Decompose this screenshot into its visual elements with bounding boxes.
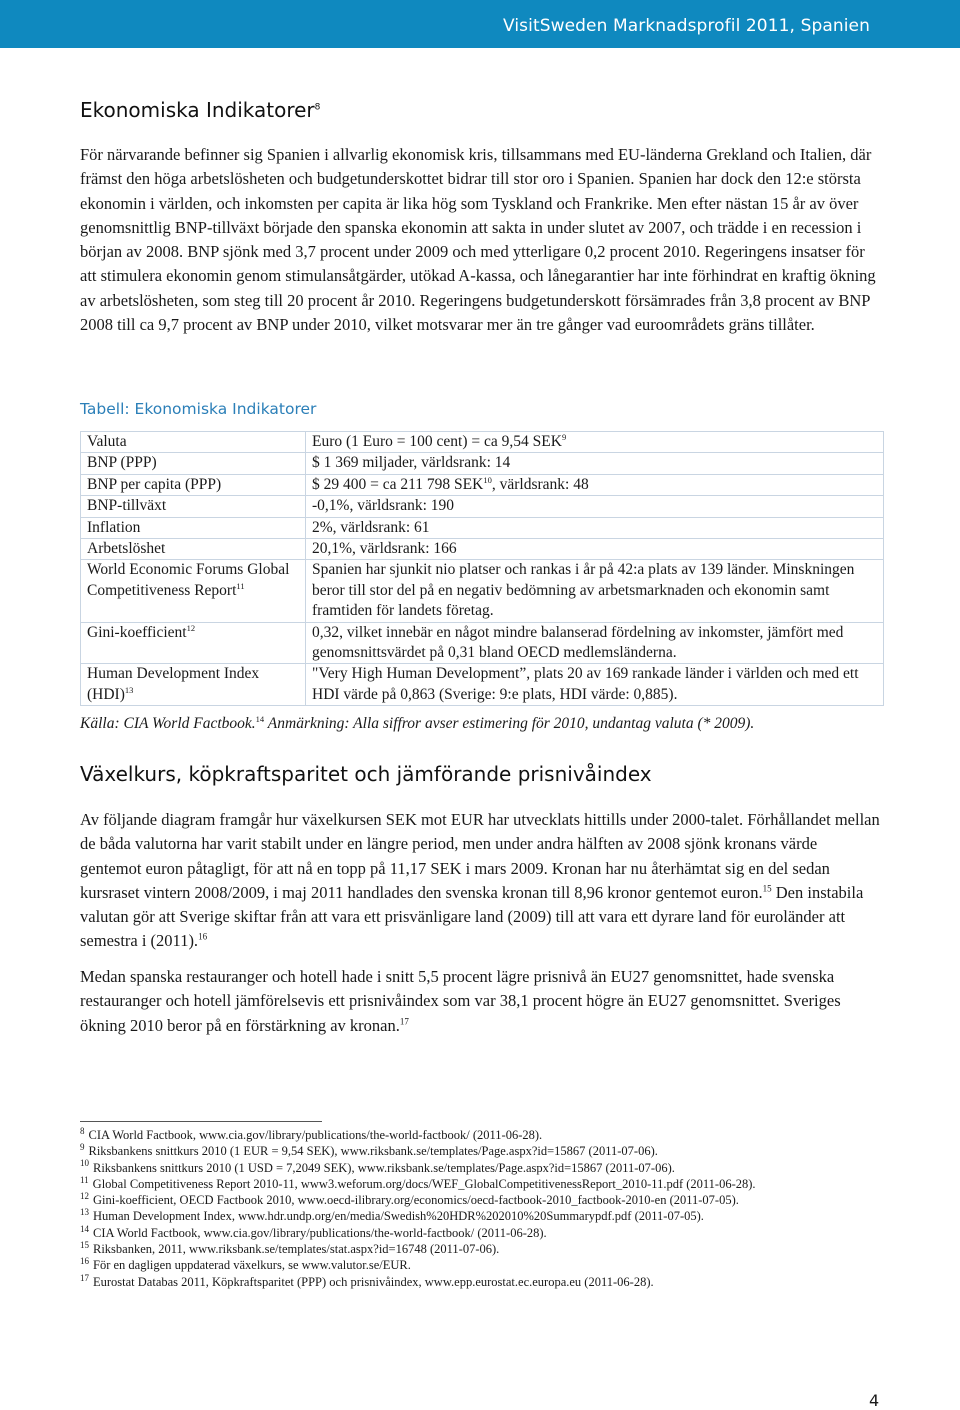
- footnote-ref[interactable]: 12: [186, 622, 196, 633]
- footnotes-list: [80, 1127, 888, 1290]
- indicator-label-text: Gini-koefficient: [87, 623, 187, 641]
- price-level-paragraph: [80, 965, 880, 1038]
- heading-text: Ekonomiska Indikatorer: [80, 98, 315, 122]
- indicator-value-text: Euro (1 Euro = 100 cent) = ca 9,54 SEK: [312, 433, 562, 450]
- indicator-value-text: $ 1 369 miljader, världsrank: 14: [312, 454, 511, 472]
- footnote-text: Riksbankens snittkurs 2010 (1 EUR = 9,54 SEK), www.riksbank.se/templates/Page.aspx?id=15867 (2011-07-06).: [88, 1144, 658, 1159]
- footnote-ref[interactable]: 11: [236, 580, 245, 591]
- table-row: [81, 474, 884, 495]
- indicator-label: [81, 453, 306, 474]
- indicator-label-text: Valuta: [87, 433, 127, 450]
- table-source: [80, 714, 754, 733]
- indicator-value-text: "Very High Human Development”, plats 20 av 169 rankade länder i världen och med ett HDI värde på 0,863 (Sverige: 9:e plats, HDI värde: 0,885).: [312, 665, 859, 703]
- footnote-ref[interactable]: 13: [124, 684, 134, 695]
- table-row: [81, 496, 884, 517]
- indicator-value: [306, 622, 884, 664]
- footnote-ref[interactable]: 16: [198, 931, 208, 942]
- indicator-value: [306, 474, 884, 495]
- indicator-value-text: Spanien har sjunkit nio platser och rankas i år på 42:a plats av 139 länder. Minskningen beror till stor del på en negativ bedömning av arbetsmarknaden och ekonomin samt framtiden för landets företag.: [312, 561, 855, 620]
- footnote-text: CIA World Factbook, www.cia.gov/library/publications/the-world-factbook/ (2011-06-28).: [93, 1225, 547, 1240]
- paragraph-text: Medan spanska restauranger och hotell hade i snitt 5,5 procent lägre prisnivå än EU27 genomsnittet, hade svenska restauranger och hotell jämförelsevis ett prisnivåindex som var 38,1 procent högre än EU27 genomsnittet. Sveriges ökning 2010 beror på en förstärkning av kronan.: [80, 967, 841, 1035]
- economic-indicators-table: [80, 431, 884, 706]
- economy-paragraph: För närvarande befinner sig Spanien i allvarlig ekonomisk kris, tillsammans med EU-länderna Grekland och Italien, där främst den höga arbetslösheten och budgetunderskottet bidrar till stor oro i Spanien. Spanien har dock den 12:e största ekonomin i världen, och inkomsten per capita är lika hög som Tyskland och Frankrike. Men efter nästan 15 år av över genomsnittlig BNP-tillväxt började den spanska ekonomin att sakta in under slutet av 2007, och trädde i en recession i början av 2008. BNP sjönk med 3,7 procent under 2009 och med ytterligare 0,2 procent 2010. Regeringens insatser för att stimulera ekonomin genom stimulansåtgärder, utökad A-kassa, och lånegarantier har inte förhindrat en kraftig ökning av arbetslösheten, som steg till 20 procent år 2010. Regeringens budgetunderskott försämrades från 3,8 procent av BNP 2008 till ca 9,7 procent av BNP under 2010, vilket motsvarar mer än tre gånger vad euroområdets gräns tillåter.: [80, 145, 876, 335]
- table-caption: Tabell: Ekonomiska Indikatorer: [80, 400, 317, 418]
- section-heading-economic-indicators: [80, 98, 320, 122]
- page-number: 4: [869, 1391, 880, 1410]
- footnote-text: Human Development Index, www.hdr.undp.org/en/media/Swedish%20HDR%202010%20Summarypdf.pdf (2011-07-05).: [93, 1209, 704, 1224]
- footnote-ref[interactable]: 14: [255, 714, 265, 724]
- indicator-value: [306, 539, 884, 560]
- footnote-item: [80, 1257, 888, 1273]
- footnote-item: [80, 1225, 888, 1241]
- paragraph-text: Den instabila valutan gör att Sverige skiftar från att vara ett prisvänligare land (2009) till att vara ett dyrare land för euroländer att semestra i (2011).: [80, 882, 864, 951]
- indicator-label-text: BNP per capita (PPP): [87, 475, 222, 493]
- footnote-text: För en dagligen uppdaterad växelkurs, se www.valutor.se/EUR.: [93, 1258, 411, 1273]
- footnote-item: [80, 1160, 888, 1176]
- exchange-rate-paragraph: [80, 808, 880, 954]
- table-row: [81, 664, 884, 706]
- footnote-divider: [80, 1121, 322, 1122]
- indicator-label-text: Inflation: [87, 518, 141, 536]
- footnote-number: 15: [80, 1239, 89, 1250]
- footnote-item: [80, 1143, 888, 1159]
- footnote-item: [80, 1127, 888, 1143]
- footnote-text: Gini-koefficient, OECD Factbook 2010, www.oecd-ilibrary.org/economics/oecd-factbook-2010_factbook-2010-en (2011-07-05).: [93, 1193, 739, 1208]
- indicator-label: [81, 496, 306, 517]
- footnote-text: Riksbankens snittkurs 2010 (1 USD = 7,2049 SEK), www.riksbank.se/templates/Page.aspx?id=15867 (2011-07-06).: [93, 1160, 675, 1175]
- indicator-value: [306, 496, 884, 517]
- indicator-label: [81, 560, 306, 622]
- footnote-number: 13: [80, 1207, 89, 1218]
- section-heading-exchange-rate: Växelkurs, köpkraftsparitet och jämförande prisnivåindex: [80, 762, 652, 786]
- paragraph-text: Av följande diagram framgår hur växelkursen SEK mot EUR har utvecklats hittills under 2000-talet. Förhållandet mellan de båda valutorna har varit stabilt under en längre period, men under andra hälften av 2008 sjönk kronans värde gentemot euron påtagligt, för att nå en topp på 11,17 SEK i mars 2009. Kronan har nu återhämtat sig en del sedan kursraset vintern 2008/2009, i maj 2011 handlades den svenska kronan till 8,96 kronor gentemot euron.: [80, 810, 880, 902]
- footnote-text: Eurostat Databas 2011, Köpkraftsparitet (PPP) och prisnivåindex, www.epp.eurostat.ec.europa.eu (2011-06-28).: [93, 1274, 654, 1289]
- indicator-label: [81, 517, 306, 538]
- footnote-number: 12: [80, 1191, 89, 1202]
- footnote-item: [80, 1192, 888, 1208]
- footnote-item: [80, 1208, 888, 1224]
- footnote-number: 8: [80, 1125, 85, 1136]
- indicator-label-text: Arbetslöshet: [87, 540, 166, 558]
- footnote-ref[interactable]: 9: [561, 431, 567, 442]
- footnote-number: 17: [80, 1272, 89, 1283]
- footnote-text: CIA World Factbook, www.cia.gov/library/publications/the-world-factbook/ (2011-06-28).: [88, 1128, 543, 1142]
- footnote-item: [80, 1241, 888, 1257]
- indicator-value-text: 2%, världsrank: 61: [312, 518, 430, 536]
- indicator-label-text: World Economic Forums Global Competitiveness Report: [87, 561, 290, 599]
- indicator-value-text: $ 29 400 = ca 211 798 SEK: [312, 475, 484, 493]
- indicator-label: [81, 664, 306, 706]
- indicator-label: [81, 539, 306, 560]
- indicator-value-text: 20,1%, världsrank: 166: [312, 540, 457, 558]
- footnote-number: 16: [80, 1256, 89, 1267]
- table-row: [81, 432, 884, 453]
- table-row: [81, 539, 884, 560]
- footnote-item: [80, 1176, 888, 1192]
- indicator-label-text: Human Development Index (HDI): [87, 665, 260, 703]
- indicator-value-text: -0,1%, världsrank: 190: [312, 497, 455, 515]
- footnote-number: 9: [80, 1142, 85, 1153]
- footnote-number: 11: [80, 1174, 89, 1185]
- footnote-ref[interactable]: 17: [399, 1016, 409, 1027]
- table-row: [81, 622, 884, 664]
- table-row: [81, 453, 884, 474]
- indicator-label: [81, 432, 306, 453]
- footnote-ref[interactable]: 8: [314, 102, 321, 113]
- indicator-value: [306, 517, 884, 538]
- footnote-text: Riksbanken, 2011, www.riksbank.se/templates/stat.aspx?id=16748 (2011-07-06).: [93, 1242, 500, 1257]
- footnote-ref[interactable]: 15: [762, 883, 772, 894]
- indicator-label: [81, 622, 306, 664]
- indicator-label: [81, 474, 306, 495]
- source-note: Anmärkning: Alla siffror avser estimering för 2010, undantag valuta (* 2009).: [267, 715, 755, 733]
- source-text: Källa: CIA World Factbook.: [80, 715, 256, 733]
- header-bar: [0, 0, 960, 48]
- table-row: [81, 560, 884, 622]
- document-header-title: VisitSweden Marknadsprofil 2011, Spanien: [502, 16, 870, 36]
- indicator-value-text: 0,32, vilket innebär en något mindre balanserad fördelning av inkomster, jämfört med genomsnittsvärdet på 0,31 bland OECD medlemsländerna.: [312, 623, 844, 662]
- footnote-text: Global Competitiveness Report 2010-11, www3.weforum.org/docs/WEF_GlobalCompetitivenessReport_2010-11.pdf (2011-06-28).: [92, 1176, 756, 1191]
- indicator-value: [306, 560, 884, 622]
- indicator-value: [306, 432, 884, 453]
- indicator-value: [306, 664, 884, 706]
- footnote-number: 10: [80, 1158, 89, 1169]
- indicator-label-text: BNP-tillväxt: [87, 497, 167, 515]
- table-row: [81, 517, 884, 538]
- indicator-label-text: BNP (PPP): [87, 454, 157, 472]
- indicator-value: [306, 453, 884, 474]
- footnote-item: [80, 1274, 888, 1290]
- indicator-value-tail: , världsrank: 48: [491, 475, 589, 493]
- footnote-number: 14: [80, 1223, 89, 1234]
- footnote-ref[interactable]: 10: [483, 474, 492, 485]
